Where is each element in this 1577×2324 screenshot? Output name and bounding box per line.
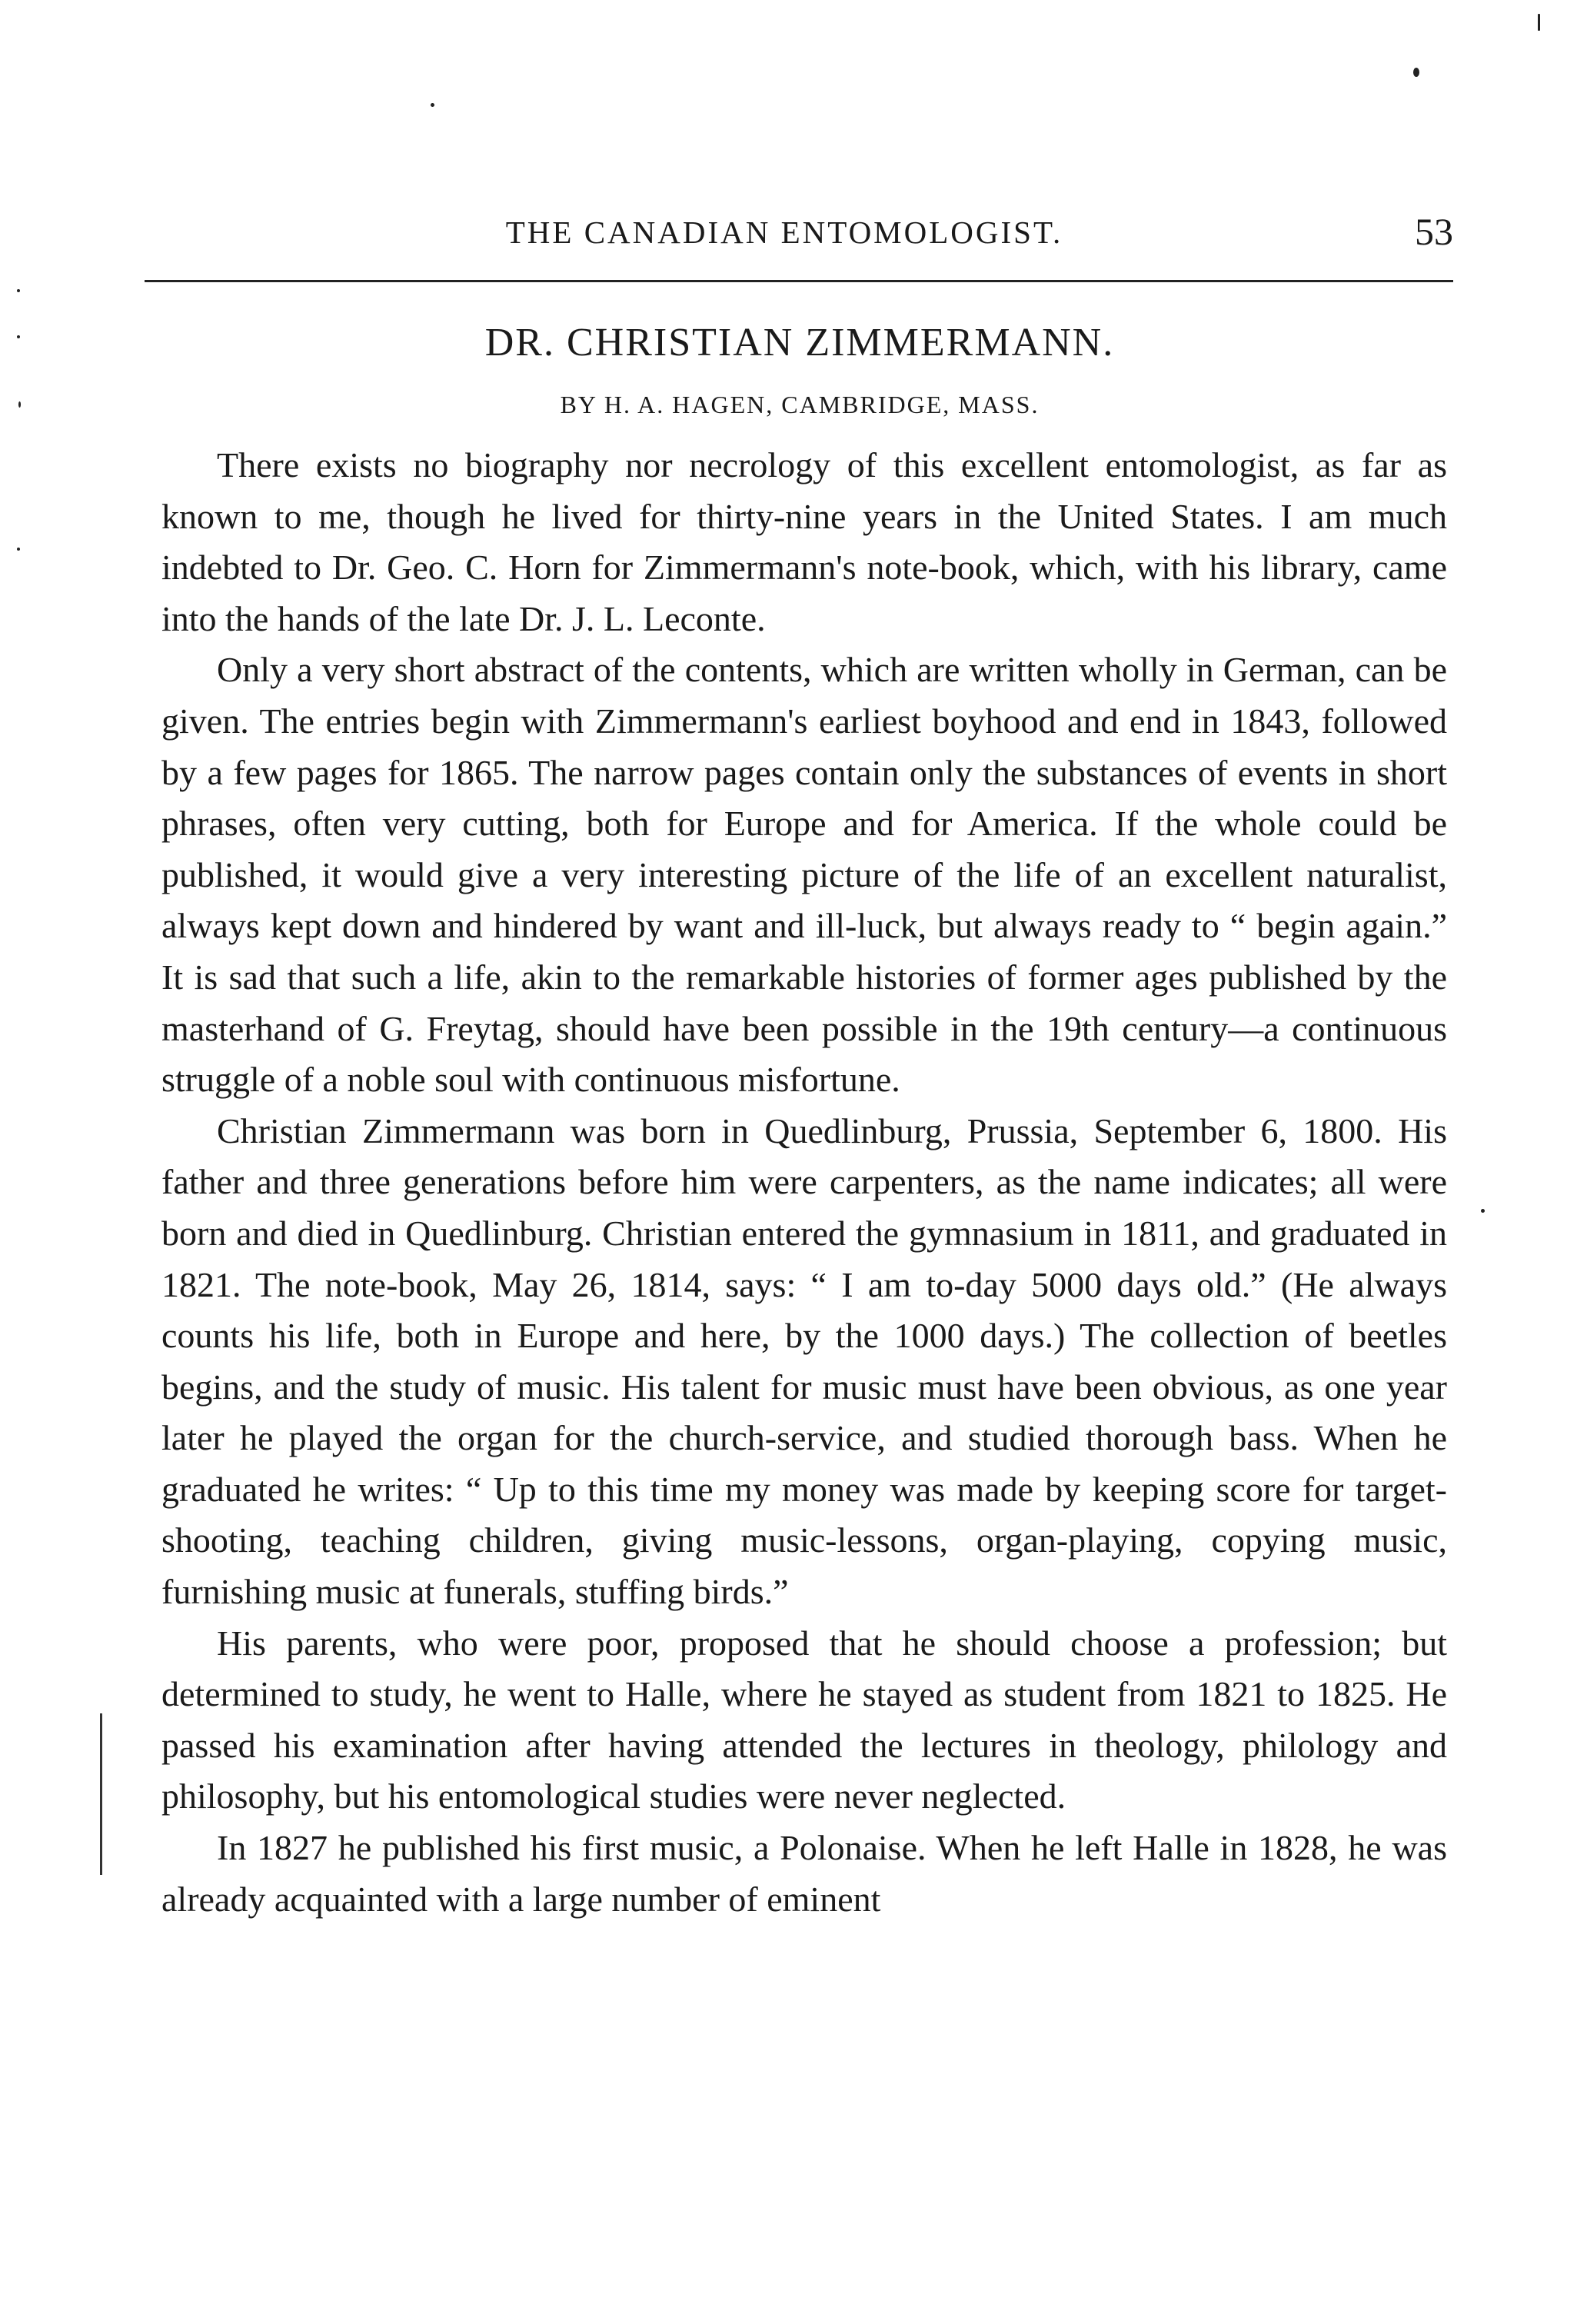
paragraph: In 1827 he published his first music, a Polonaise. When he left Halle in 1828, he was already acquainted with a large number of eminent [161, 1828, 1447, 1919]
article-body [161, 440, 1447, 1925]
article-byline: BY H. A. HAGEN, CAMBRIDGE, MASS. [560, 391, 1040, 418]
scan-speck [1538, 14, 1540, 31]
paragraph: There exists no biography nor necrology of this excellent entomologist, as far as known to me, though he lived for thirty-nine years in the United States. I am much indebted to Dr. Geo. C. Horn for Zimmermann's note-book, which, with his library, came into the hands of the late Dr. J. L. Leconte. [161, 445, 1447, 638]
scan-speck [431, 103, 434, 107]
running-head [146, 206, 1453, 260]
paragraph: His parents, who were poor, proposed that he should choose a profession; but determined to study, he went to Halle, where he stayed as student from 1821 to 1825. He passed his examination after having attended the lectures in theology, philology and philosophy, but his entomological studies were never neglected. [161, 1623, 1447, 1816]
page-number: 53 [1415, 210, 1453, 253]
journal-title: THE CANADIAN ENTOMOLOGIST. [505, 215, 1063, 250]
article-title: DR. CHRISTIAN ZIMMERMANN. [484, 321, 1115, 365]
scan-speck [1413, 68, 1419, 77]
scan-speck [17, 548, 20, 551]
paragraph: Christian Zimmermann was born in Quedlinburg, Prussia, September 6, 1800. His father and three generations before him were carpenters, as the name indicates; all were born and died in Quedlinburg. Christian entered the gymnasium in 1811, and graduated in 1821. The note-book, May 26, 1814, says: “ I am to-day 5000 days old.” (He always counts his life, both in Europe and here, by the 1000 days.) The collection of beetles begins, and the study of music. His talent for music must have been obvious, as one year later he played the organ for the church-service, and studied thorough bass. When he graduated he writes: “ Up to this time my money was made by keeping score for target-shooting, teaching children, giving music-lessons, organ-playing, copying music, furnishing music at funerals, stuffing birds.” [161, 1110, 1447, 1612]
scan-speck [17, 289, 20, 292]
scan-speck [18, 401, 21, 408]
header-rule [145, 280, 1453, 282]
paragraph: Only a very short abstract of the contents, which are written wholly in German, can be given. The entries begin with Zimmermann's earliest boyhood and end in 1843, followed by a few pages for 1865. The narrow pages contain only the substances of events in short phrases, often very cutting, both for Europe and for America. If the whole could be published, it would give a very interesting picture of the life of an excellent naturalist, always kept down and hindered by want and ill-luck, but always ready to “ begin again.” It is sad that such a life, akin to the remarkable histories of former ages published by the masterhand of G. Freytag, should have been possible in the 19th century—a continuous struggle of a noble soul with continuous misfortune. [161, 650, 1447, 1100]
scan-speck [17, 335, 20, 338]
margin-mark [100, 1713, 102, 1875]
scan-speck [1481, 1209, 1485, 1213]
